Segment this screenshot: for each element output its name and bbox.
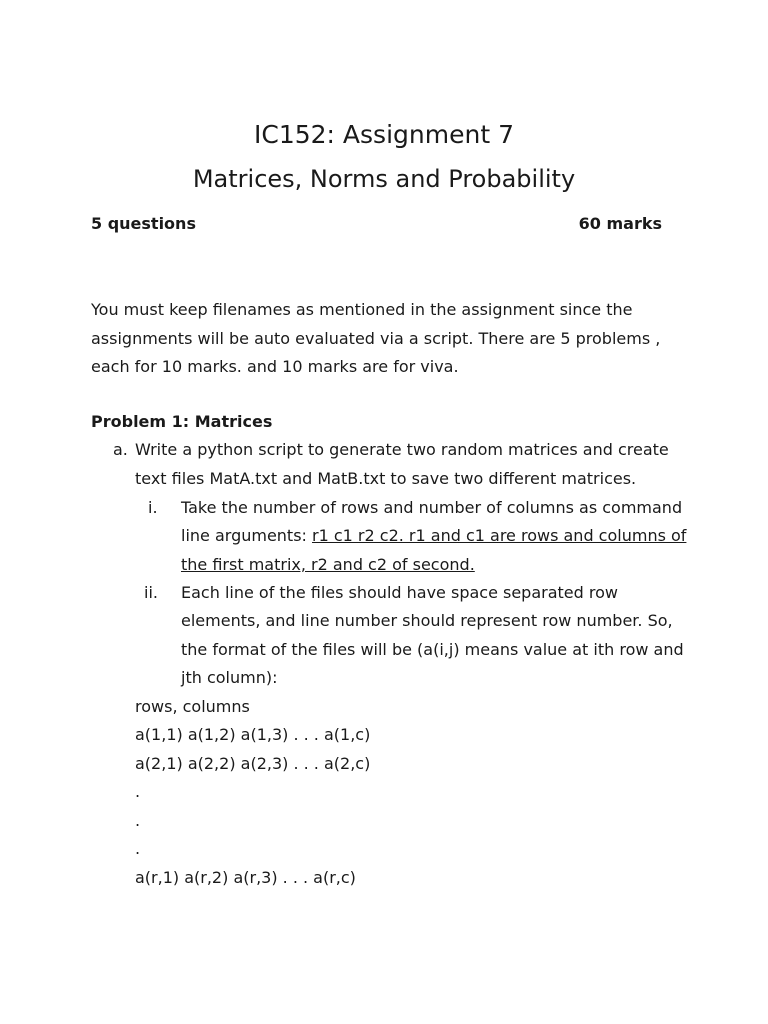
list-marker-a: a. — [113, 440, 128, 459]
format-line: . — [135, 782, 141, 801]
sub-i-line — [181, 522, 686, 551]
problem-1-heading: Problem 1: Matrices — [91, 412, 273, 431]
sub-ii-line: elements, and line number should represent row number. So, — [181, 611, 673, 630]
document-title: IC152: Assignment 7 — [254, 120, 514, 149]
sub-i-underlined-text: the first matrix, r2 and c2 of second. — [181, 555, 475, 574]
document-subtitle: Matrices, Norms and Probability — [192, 165, 576, 193]
sub-ii-line: jth column): — [181, 668, 278, 687]
format-line: . — [135, 839, 141, 858]
format-line: a(2,1) a(2,2) a(2,3) . . . a(2,c) — [135, 754, 371, 773]
format-line: rows, columns — [135, 697, 250, 716]
question-count: 5 questions — [91, 214, 196, 233]
item-a-line: text files MatA.txt and MatB.txt to save two different matrices. — [135, 469, 637, 488]
item-a-line: Write a python script to generate two random matrices and create — [135, 440, 669, 459]
format-line: a(1,1) a(1,2) a(1,3) . . . a(1,c) — [135, 725, 371, 744]
sub-i-underlined-text: r1 c1 r2 c2. r1 and c1 are rows and columns of — [312, 526, 687, 545]
list-marker-ii: ii. — [144, 583, 158, 602]
sub-i-line: Take the number of rows and number of columns as command — [181, 498, 683, 517]
intro-line: You must keep filenames as mentioned in the assignment since the — [91, 300, 633, 319]
list-marker-i: i. — [148, 498, 158, 517]
sub-i-text: line arguments: — [181, 526, 313, 545]
sub-ii-line: the format of the files will be (a(i,j) means value at ith row and — [181, 640, 684, 659]
intro-line: assignments will be auto evaluated via a script. There are 5 problems , — [91, 328, 661, 348]
format-line: . — [135, 811, 141, 830]
total-marks: 60 marks — [578, 214, 662, 233]
sub-ii-line: Each line of the files should have space separated row — [181, 583, 618, 602]
format-line: a(r,1) a(r,2) a(r,3) . . . a(r,c) — [135, 868, 356, 887]
intro-paragraph — [91, 296, 681, 382]
intro-line: each for 10 marks. and 10 marks are for viva. — [91, 357, 459, 376]
